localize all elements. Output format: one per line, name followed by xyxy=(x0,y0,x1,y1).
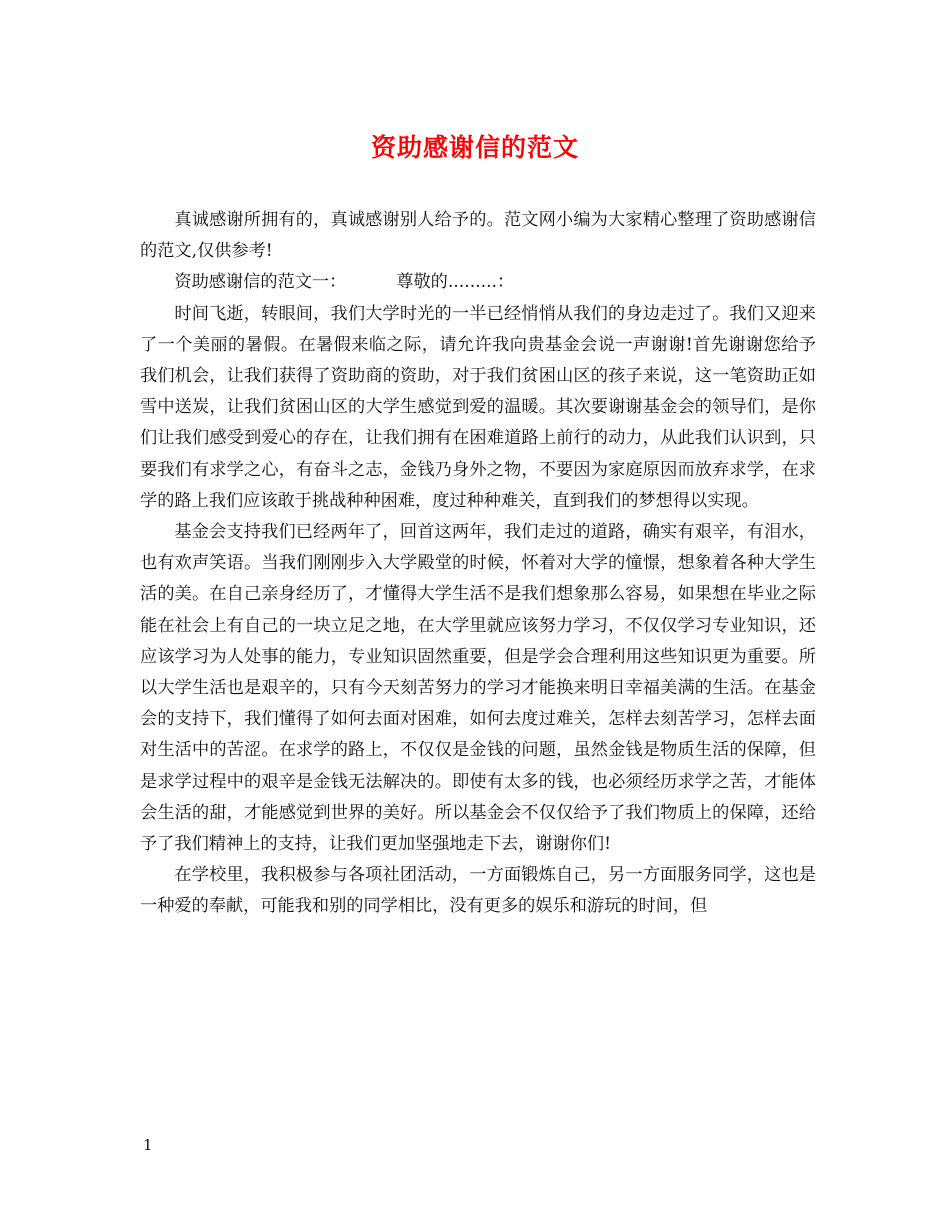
body-paragraph-2: 基金会支持我们已经两年了，回首这两年，我们走过的道路，确实有艰辛，有泪水，也有欢声笑语。当我们刚刚步入大学殿堂的时候，怀着对大学的憧憬，想象着各种大学生活的美。在自己亲身经历了，才懂得大学生活不是我们想象那么容易，如果想在毕业之际能在社会上有自己的一块立足之地，在大学里就应该努力学习，不仅仅学习专业知识，还应该学习为人处事的能力，专业知识固然重要，但是学会合理利用这些知识更为重要。所以大学生活也是艰辛的，只有今天刻苦努力的学习才能换来明日幸福美满的生活。在基金会的支持下，我们懂得了如何去面对困难，如何去度过难关，怎样去刻苦学习，怎样去面对生活中的苦涩。在求学的路上，不仅仅是金钱的问题，虽然金钱是物质生活的保障，但是求学过程中的艰辛是金钱无法解决的。即使有太多的钱，也必须经历求学之苦，才能体会生活的甜，才能感觉到世界的美好。所以基金会不仅仅给予了我们物质上的保障，还给予了我们精神上的支持，让我们更加坚强地走下去，谢谢你们! xyxy=(140,522,816,855)
page-number: 1 xyxy=(143,1136,153,1154)
body-paragraph-3: 在学校里，我积极参与各项社团活动，一方面锻炼自己，另一方面服务同学，这也是一种爱的奉献，可能我和别的同学相比，没有更多的娱乐和游玩的时间，但 xyxy=(140,865,816,917)
intro-paragraph: 真诚感谢所拥有的，真诚感谢别人给予的。范文网小编为大家精心整理了资助感谢信的范文,仅供参考! xyxy=(140,210,816,262)
document-body xyxy=(140,205,816,923)
salutation-label: 资助感谢信的范文一： xyxy=(174,272,347,293)
document-title: 资助感谢信的范文 xyxy=(370,133,579,162)
salutation-greeting: 尊敬的.........： xyxy=(396,272,515,293)
salutation-line xyxy=(140,267,816,298)
body-paragraph-1: 时间飞逝，转眼间，我们大学时光的一半已经悄悄从我们的身边走过了。我们又迎来了一个美丽的暑假。在暑假来临之际，请允许我向贵基金会说一声谢谢!首先谢谢您给予我们机会，让我们获得了资助商的资助，对于我们贫困山区的孩子来说，这一笔资助正如雪中送炭，让我们贫困山区的大学生感觉到爱的温暖。其次要谢谢基金会的领导们，是你们让我们感受到爱心的存在，让我们拥有在困难道路上前行的动力，从此我们认识到，只要我们有求学之心，有奋斗之志，金钱乃身外之物，不要因为家庭原因而放弃求学，在求学的路上我们应该敢于挑战种种困难，度过种种难关，直到我们的梦想得以实现。 xyxy=(140,303,816,511)
